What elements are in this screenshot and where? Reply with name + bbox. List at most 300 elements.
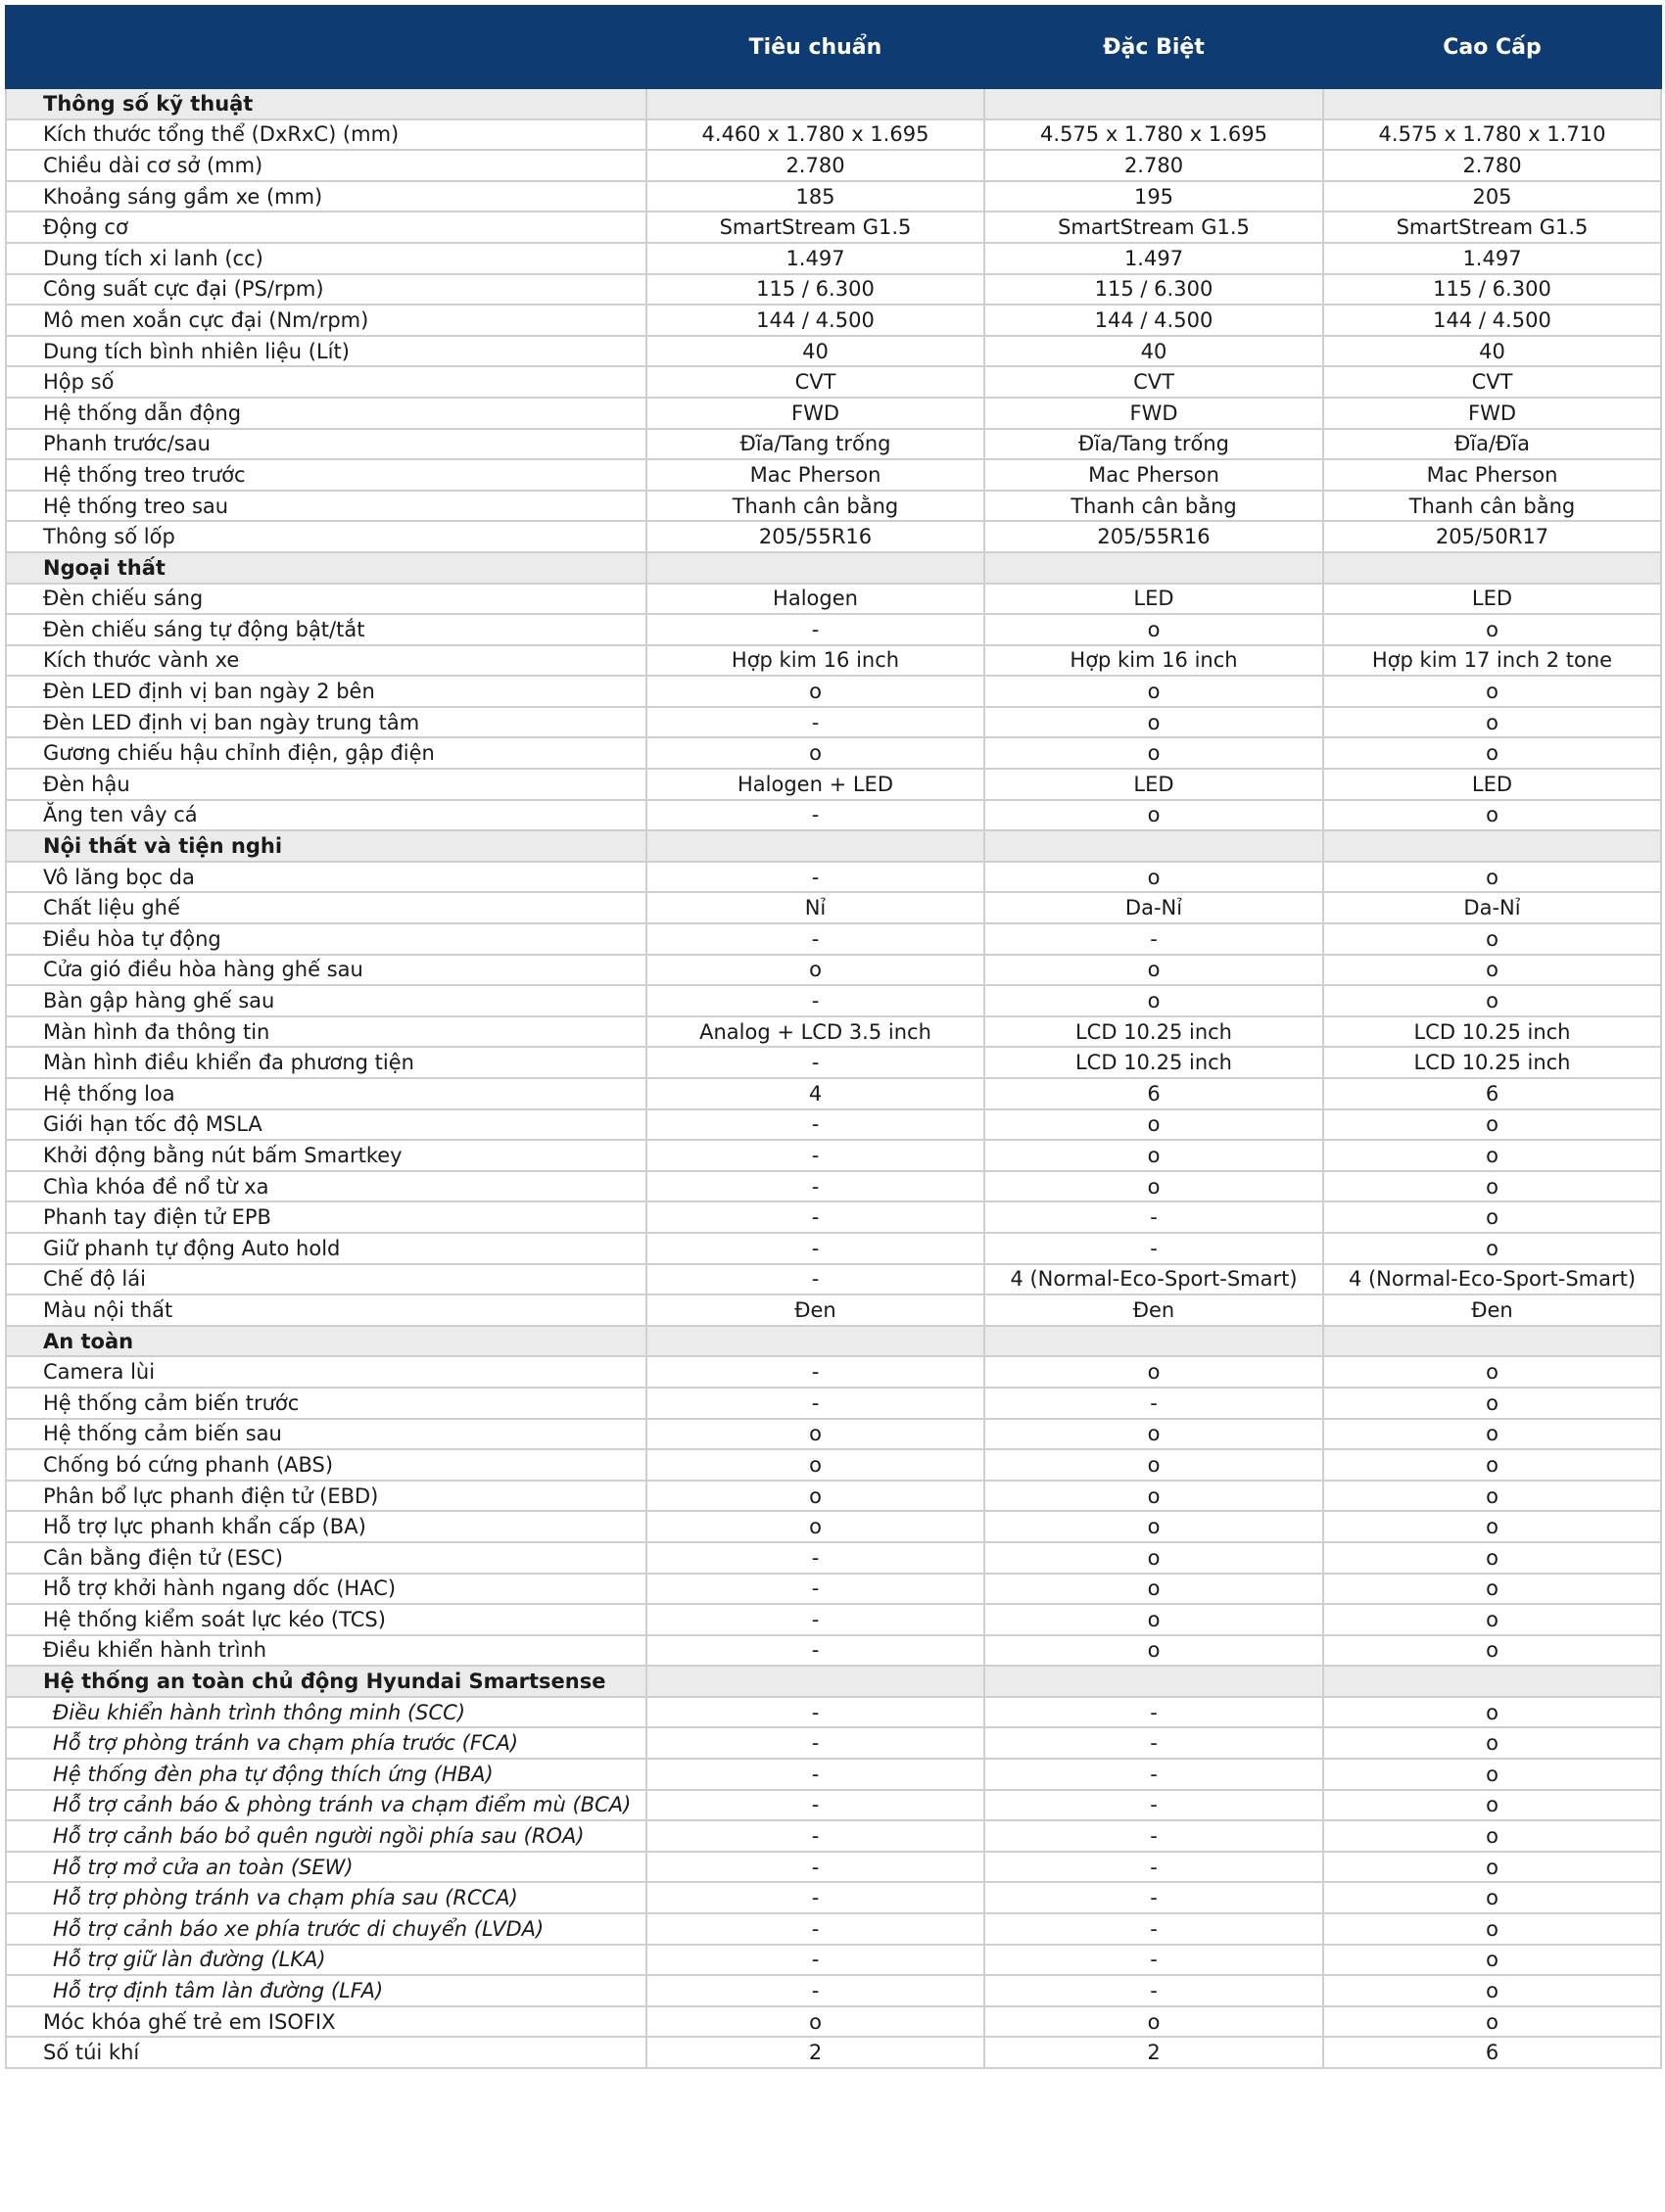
- spec-value: -: [646, 923, 984, 955]
- spec-label: Hỗ trợ giữ làn đường (LKA): [6, 1945, 646, 1976]
- spec-value: -: [984, 1201, 1323, 1233]
- spec-value: Đĩa/Tang trống: [646, 429, 984, 460]
- spec-value: FWD: [984, 398, 1323, 429]
- spec-value: FWD: [646, 398, 984, 429]
- spec-value: o: [984, 1511, 1323, 1542]
- spec-value: o: [1323, 1913, 1661, 1945]
- table-row: [6, 1078, 1661, 1109]
- spec-value: Hợp kim 16 inch: [984, 645, 1323, 677]
- spec-label: Màn hình đa thông tin: [6, 1016, 646, 1048]
- spec-label: Hộp số: [6, 366, 646, 398]
- section-empty-cell: [1323, 88, 1661, 119]
- spec-value: Nỉ: [646, 892, 984, 923]
- spec-label: Hệ thống cảm biến trước: [6, 1388, 646, 1419]
- spec-value: Da-Nỉ: [984, 892, 1323, 923]
- spec-label: Kích thước vành xe: [6, 645, 646, 677]
- spec-value: -: [646, 1852, 984, 1883]
- spec-value: o: [1323, 1820, 1661, 1852]
- table-row: [6, 459, 1661, 491]
- spec-value: 6: [1323, 1078, 1661, 1109]
- spec-value: LED: [984, 769, 1323, 800]
- table-row: [6, 1511, 1661, 1542]
- spec-value: -: [984, 1913, 1323, 1945]
- spec-value: SmartStream G1.5: [984, 212, 1323, 243]
- section-empty-cell: [984, 552, 1323, 584]
- spec-value: 6: [1323, 2037, 1661, 2068]
- spec-value: -: [646, 1913, 984, 1945]
- spec-value: o: [1323, 1201, 1661, 1233]
- spec-value: o: [984, 1604, 1323, 1635]
- table-row: [6, 584, 1661, 615]
- spec-value: o: [984, 614, 1323, 645]
- spec-value: LCD 10.25 inch: [984, 1047, 1323, 1078]
- spec-label: Hỗ trợ định tâm làn đường (LFA): [6, 1975, 646, 2006]
- table-row: [6, 1852, 1661, 1883]
- section-empty-cell: [646, 552, 984, 584]
- table-row: [6, 1140, 1661, 1171]
- spec-label: Màn hình điều khiển đa phương tiện: [6, 1047, 646, 1078]
- spec-label: Điều khiển hành trình: [6, 1635, 646, 1667]
- table-row: [6, 2006, 1661, 2038]
- table-row: [6, 1820, 1661, 1852]
- spec-value: -: [646, 1759, 984, 1790]
- spec-value: -: [646, 1201, 984, 1233]
- section-empty-cell: [984, 1326, 1323, 1357]
- spec-value: -: [646, 1388, 984, 1419]
- spec-label: Hệ thống dẫn động: [6, 398, 646, 429]
- spec-value: LED: [1323, 584, 1661, 615]
- spec-value: 40: [984, 336, 1323, 367]
- section-empty-cell: [984, 830, 1323, 862]
- spec-value: o: [1323, 1790, 1661, 1821]
- spec-value: o: [1323, 1481, 1661, 1512]
- spec-value: -: [646, 1820, 984, 1852]
- table-row: [6, 1233, 1661, 1264]
- spec-value: o: [646, 737, 984, 769]
- spec-label: Hỗ trợ cảnh báo xe phía trước di chuyển (LVDA): [6, 1913, 646, 1945]
- section-title: Thông số kỹ thuật: [6, 88, 646, 119]
- spec-value: o: [984, 1449, 1323, 1481]
- spec-label: Dung tích bình nhiên liệu (Lít): [6, 336, 646, 367]
- spec-value: o: [984, 862, 1323, 893]
- spec-value: 40: [646, 336, 984, 367]
- spec-label: Cân bằng điện tử (ESC): [6, 1542, 646, 1574]
- spec-label: Đèn LED định vị ban ngày 2 bên: [6, 676, 646, 707]
- table-row: [6, 614, 1661, 645]
- table-row: [6, 1449, 1661, 1481]
- spec-value: -: [646, 1882, 984, 1913]
- spec-value: o: [984, 1419, 1323, 1450]
- spec-value: LCD 10.25 inch: [984, 1016, 1323, 1048]
- table-row: [6, 1356, 1661, 1388]
- table-row: [6, 1604, 1661, 1635]
- spec-value: 2.780: [646, 150, 984, 181]
- spec-value: o: [1323, 737, 1661, 769]
- header-trim-cao-cap: Cao Cấp: [1323, 6, 1661, 88]
- spec-value: CVT: [646, 366, 984, 398]
- spec-value: -: [646, 707, 984, 738]
- table-row: [6, 212, 1661, 243]
- spec-value: 144 / 4.500: [1323, 305, 1661, 336]
- spec-value: SmartStream G1.5: [1323, 212, 1661, 243]
- spec-value: 4.460 x 1.780 x 1.695: [646, 119, 984, 151]
- spec-value: -: [646, 1542, 984, 1574]
- spec-value: 40: [1323, 336, 1661, 367]
- table-row: [6, 862, 1661, 893]
- spec-value: o: [1323, 1511, 1661, 1542]
- spec-label: Giữ phanh tự động Auto hold: [6, 1233, 646, 1264]
- spec-label: Dung tích xi lanh (cc): [6, 243, 646, 274]
- section-header-row: [6, 1666, 1661, 1697]
- table-row: [6, 1882, 1661, 1913]
- spec-value: -: [984, 1759, 1323, 1790]
- spec-label: Phân bổ lực phanh điện tử (EBD): [6, 1481, 646, 1512]
- spec-label: Hệ thống đèn pha tự động thích ứng (HBA): [6, 1759, 646, 1790]
- spec-value: 4: [646, 1078, 984, 1109]
- spec-value: Hợp kim 16 inch: [646, 645, 984, 677]
- spec-value: o: [1323, 1635, 1661, 1667]
- spec-value: -: [984, 1852, 1323, 1883]
- spec-value: o: [984, 2006, 1323, 2038]
- table-row: [6, 491, 1661, 522]
- spec-value: o: [1323, 923, 1661, 955]
- section-empty-cell: [1323, 830, 1661, 862]
- section-empty-cell: [646, 88, 984, 119]
- spec-value: o: [1323, 2006, 1661, 2038]
- spec-label: Hỗ trợ cảnh báo & phòng tránh va chạm điểm mù (BCA): [6, 1790, 646, 1821]
- spec-value: o: [646, 1449, 984, 1481]
- table-row: [6, 1790, 1661, 1821]
- spec-label: Giới hạn tốc độ MSLA: [6, 1109, 646, 1141]
- spec-value: 1.497: [646, 243, 984, 274]
- table-row: [6, 305, 1661, 336]
- spec-value: -: [984, 1790, 1323, 1821]
- spec-value: Halogen + LED: [646, 769, 984, 800]
- spec-label: Kích thước tổng thể (DxRxC) (mm): [6, 119, 646, 151]
- table-row: [6, 1697, 1661, 1728]
- spec-value: LCD 10.25 inch: [1323, 1047, 1661, 1078]
- spec-value: FWD: [1323, 398, 1661, 429]
- spec-value: -: [646, 862, 984, 893]
- spec-label: Chìa khóa đề nổ từ xa: [6, 1171, 646, 1202]
- spec-value: o: [1323, 1388, 1661, 1419]
- spec-value: -: [646, 1697, 984, 1728]
- table-row: [6, 1542, 1661, 1574]
- spec-value: Da-Nỉ: [1323, 892, 1661, 923]
- spec-label: Hỗ trợ phòng tránh va chạm phía sau (RCCA): [6, 1882, 646, 1913]
- spec-value: -: [646, 1604, 984, 1635]
- section-empty-cell: [646, 1326, 984, 1357]
- spec-label: Đèn hậu: [6, 769, 646, 800]
- spec-value: o: [1323, 1419, 1661, 1450]
- header-trim-dac-biet: Đặc Biệt: [984, 6, 1323, 88]
- header-row: [6, 6, 1661, 88]
- table-row: [6, 1727, 1661, 1759]
- spec-value: o: [1323, 800, 1661, 831]
- spec-value: Analog + LCD 3.5 inch: [646, 1016, 984, 1048]
- table-row: [6, 892, 1661, 923]
- section-header-row: [6, 830, 1661, 862]
- spec-label: Cửa gió điều hòa hàng ghế sau: [6, 955, 646, 986]
- table-row: [6, 1016, 1661, 1048]
- spec-value: 205/55R16: [984, 521, 1323, 552]
- spec-label: Hệ thống cảm biến sau: [6, 1419, 646, 1450]
- spec-value: 195: [984, 181, 1323, 212]
- spec-value: -: [984, 1975, 1323, 2006]
- spec-value: 144 / 4.500: [984, 305, 1323, 336]
- spec-value: o: [984, 985, 1323, 1016]
- spec-value: 115 / 6.300: [1323, 274, 1661, 306]
- spec-value: o: [984, 676, 1323, 707]
- spec-value: 4.575 x 1.780 x 1.695: [984, 119, 1323, 151]
- spec-value: o: [1323, 1727, 1661, 1759]
- spec-value: o: [1323, 1233, 1661, 1264]
- table-row: [6, 1047, 1661, 1078]
- spec-value: LED: [1323, 769, 1661, 800]
- section-title: Nội thất và tiện nghi: [6, 830, 646, 862]
- spec-value: -: [646, 1635, 984, 1667]
- spec-value: 205: [1323, 181, 1661, 212]
- spec-value: -: [984, 1882, 1323, 1913]
- spec-label: Móc khóa ghế trẻ em ISOFIX: [6, 2006, 646, 2038]
- spec-label: Gương chiếu hậu chỉnh điện, gập điện: [6, 737, 646, 769]
- spec-label: Hệ thống kiểm soát lực kéo (TCS): [6, 1604, 646, 1635]
- spec-value: o: [1323, 1975, 1661, 2006]
- spec-value: o: [984, 1574, 1323, 1605]
- spec-value: -: [984, 923, 1323, 955]
- spec-value: 4.575 x 1.780 x 1.710: [1323, 119, 1661, 151]
- spec-value: 115 / 6.300: [984, 274, 1323, 306]
- table-body: [6, 88, 1661, 2068]
- spec-table: [5, 5, 1662, 2069]
- section-header-row: [6, 552, 1661, 584]
- spec-value: Đen: [646, 1294, 984, 1326]
- table-row: [6, 769, 1661, 800]
- spec-label: Chiều dài cơ sở (mm): [6, 150, 646, 181]
- spec-value: 115 / 6.300: [646, 274, 984, 306]
- table-row: [6, 119, 1661, 151]
- table-row: [6, 398, 1661, 429]
- spec-value: o: [646, 1481, 984, 1512]
- spec-value: 2.780: [1323, 150, 1661, 181]
- table-row: [6, 1574, 1661, 1605]
- spec-value: o: [1323, 1697, 1661, 1728]
- section-empty-cell: [646, 830, 984, 862]
- spec-label: Hỗ trợ lực phanh khẩn cấp (BA): [6, 1511, 646, 1542]
- section-empty-cell: [1323, 1326, 1661, 1357]
- spec-value: o: [984, 1171, 1323, 1202]
- spec-value: 144 / 4.500: [646, 305, 984, 336]
- table-row: [6, 243, 1661, 274]
- spec-value: 4 (Normal-Eco-Sport-Smart): [1323, 1264, 1661, 1295]
- spec-value: -: [646, 614, 984, 645]
- header-trim-tieu-chuan: Tiêu chuẩn: [646, 6, 984, 88]
- table-row: [6, 1294, 1661, 1326]
- spec-value: -: [984, 1820, 1323, 1852]
- spec-label: Phanh trước/sau: [6, 429, 646, 460]
- table-row: [6, 676, 1661, 707]
- spec-value: o: [1323, 1882, 1661, 1913]
- spec-value: o: [984, 707, 1323, 738]
- spec-value: o: [984, 1542, 1323, 1574]
- spec-value: o: [646, 1419, 984, 1450]
- spec-value: o: [984, 1481, 1323, 1512]
- table-row: [6, 336, 1661, 367]
- spec-label: Khởi động bằng nút bấm Smartkey: [6, 1140, 646, 1171]
- spec-value: LED: [984, 584, 1323, 615]
- spec-value: 185: [646, 181, 984, 212]
- spec-value: o: [646, 955, 984, 986]
- spec-value: LCD 10.25 inch: [1323, 1016, 1661, 1048]
- table-row: [6, 1264, 1661, 1295]
- table-row: [6, 645, 1661, 677]
- spec-label: Hệ thống loa: [6, 1078, 646, 1109]
- spec-value: o: [1323, 676, 1661, 707]
- table-row: [6, 1171, 1661, 1202]
- spec-label: Đèn chiếu sáng: [6, 584, 646, 615]
- spec-label: Đèn LED định vị ban ngày trung tâm: [6, 707, 646, 738]
- spec-value: o: [1323, 1356, 1661, 1388]
- spec-value: o: [646, 676, 984, 707]
- section-empty-cell: [1323, 552, 1661, 584]
- spec-value: -: [646, 1140, 984, 1171]
- spec-value: o: [1323, 1604, 1661, 1635]
- spec-value: o: [1323, 1171, 1661, 1202]
- spec-label: Camera lùi: [6, 1356, 646, 1388]
- spec-value: -: [646, 985, 984, 1016]
- spec-value: -: [646, 1233, 984, 1264]
- spec-value: Halogen: [646, 584, 984, 615]
- table-row: [6, 1388, 1661, 1419]
- spec-value: 1.497: [1323, 243, 1661, 274]
- spec-value: o: [646, 2006, 984, 2038]
- section-empty-cell: [984, 88, 1323, 119]
- table-row: [6, 429, 1661, 460]
- spec-label: Số túi khí: [6, 2037, 646, 2068]
- spec-value: -: [984, 1233, 1323, 1264]
- spec-value: 205/50R17: [1323, 521, 1661, 552]
- spec-value: o: [1323, 1109, 1661, 1141]
- table-row: [6, 150, 1661, 181]
- spec-value: CVT: [984, 366, 1323, 398]
- header-label-column: [6, 6, 646, 88]
- spec-value: o: [984, 1356, 1323, 1388]
- spec-label: Hỗ trợ cảnh báo bỏ quên người ngồi phía sau (ROA): [6, 1820, 646, 1852]
- table-row: [6, 1635, 1661, 1667]
- section-empty-cell: [1323, 1666, 1661, 1697]
- table-row: [6, 1759, 1661, 1790]
- spec-value: 205/55R16: [646, 521, 984, 552]
- spec-value: o: [1323, 1542, 1661, 1574]
- spec-label: Vô lăng bọc da: [6, 862, 646, 893]
- table-row: [6, 737, 1661, 769]
- spec-value: -: [646, 1727, 984, 1759]
- table-row: [6, 1913, 1661, 1945]
- section-header-row: [6, 1326, 1661, 1357]
- section-title: Hệ thống an toàn chủ động Hyundai Smartsense: [6, 1666, 646, 1697]
- table-row: [6, 1945, 1661, 1976]
- section-title: An toàn: [6, 1326, 646, 1357]
- spec-label: Phanh tay điện tử EPB: [6, 1201, 646, 1233]
- spec-label: Điều hòa tự động: [6, 923, 646, 955]
- table-row: [6, 985, 1661, 1016]
- spec-label: Bàn gập hàng ghế sau: [6, 985, 646, 1016]
- table-row: [6, 1975, 1661, 2006]
- spec-label: Màu nội thất: [6, 1294, 646, 1326]
- spec-value: Mac Pherson: [984, 459, 1323, 491]
- spec-value: o: [1323, 1852, 1661, 1883]
- spec-value: Thanh cân bằng: [646, 491, 984, 522]
- spec-label: Khoảng sáng gầm xe (mm): [6, 181, 646, 212]
- spec-value: CVT: [1323, 366, 1661, 398]
- spec-value: SmartStream G1.5: [646, 212, 984, 243]
- spec-value: o: [1323, 614, 1661, 645]
- table-row: [6, 366, 1661, 398]
- spec-value: o: [984, 800, 1323, 831]
- spec-value: o: [1323, 1945, 1661, 1976]
- table-row: [6, 2037, 1661, 2068]
- spec-value: o: [984, 737, 1323, 769]
- spec-value: 1.497: [984, 243, 1323, 274]
- spec-label: Công suất cực đại (PS/rpm): [6, 274, 646, 306]
- spec-value: Mac Pherson: [646, 459, 984, 491]
- table-row: [6, 955, 1661, 986]
- table-row: [6, 1481, 1661, 1512]
- spec-label: Động cơ: [6, 212, 646, 243]
- spec-label: Hỗ trợ phòng tránh va chạm phía trước (FCA): [6, 1727, 646, 1759]
- spec-value: -: [646, 1945, 984, 1976]
- spec-value: -: [646, 1109, 984, 1141]
- spec-value: o: [984, 1109, 1323, 1141]
- spec-value: -: [984, 1388, 1323, 1419]
- section-title: Ngoại thất: [6, 552, 646, 584]
- table-row: [6, 800, 1661, 831]
- spec-value: o: [646, 1511, 984, 1542]
- spec-value: 2: [646, 2037, 984, 2068]
- spec-value: o: [1323, 985, 1661, 1016]
- spec-value: Đĩa/Tang trống: [984, 429, 1323, 460]
- spec-value: 2: [984, 2037, 1323, 2068]
- table-row: [6, 1419, 1661, 1450]
- spec-value: 6: [984, 1078, 1323, 1109]
- spec-label: Hỗ trợ khởi hành ngang dốc (HAC): [6, 1574, 646, 1605]
- table-row: [6, 707, 1661, 738]
- spec-label: Đèn chiếu sáng tự động bật/tắt: [6, 614, 646, 645]
- spec-label: Mô men xoắn cực đại (Nm/rpm): [6, 305, 646, 336]
- table-row: [6, 274, 1661, 306]
- spec-value: o: [984, 1140, 1323, 1171]
- spec-label: Chống bó cứng phanh (ABS): [6, 1449, 646, 1481]
- spec-value: 4 (Normal-Eco-Sport-Smart): [984, 1264, 1323, 1295]
- table-row: [6, 1109, 1661, 1141]
- spec-label: Điều khiển hành trình thông minh (SCC): [6, 1697, 646, 1728]
- spec-value: o: [984, 955, 1323, 986]
- spec-value: o: [1323, 1759, 1661, 1790]
- table-header: [6, 6, 1661, 88]
- spec-value: o: [1323, 1140, 1661, 1171]
- spec-label: Thông số lốp: [6, 521, 646, 552]
- spec-value: Thanh cân bằng: [984, 491, 1323, 522]
- spec-value: Đen: [984, 1294, 1323, 1326]
- spec-value: -: [984, 1945, 1323, 1976]
- spec-label: Chất liệu ghế: [6, 892, 646, 923]
- spec-value: -: [646, 1171, 984, 1202]
- section-empty-cell: [646, 1666, 984, 1697]
- spec-value: -: [646, 1356, 984, 1388]
- spec-value: o: [1323, 955, 1661, 986]
- spec-value: -: [646, 1047, 984, 1078]
- spec-value: o: [1323, 862, 1661, 893]
